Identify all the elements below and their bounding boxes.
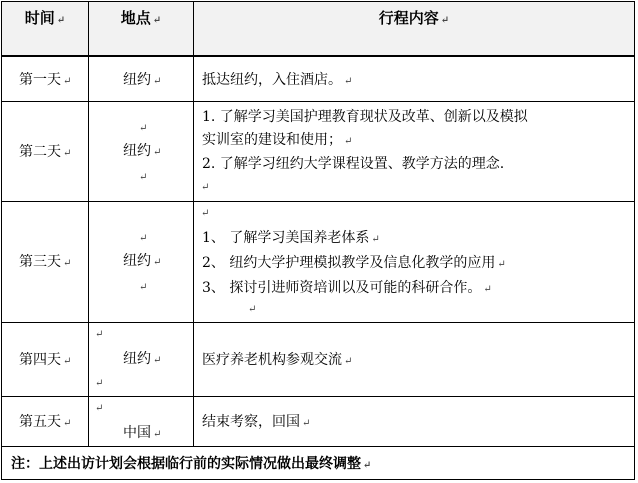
itinerary-item: 3、 探讨引进师资培训以及可能的科研合作。 ↵ — [202, 280, 492, 296]
paragraph-mark: ↵ — [139, 123, 148, 134]
place-cell: 纽约 ↵ — [123, 72, 162, 88]
paragraph-mark: ↵ — [95, 329, 104, 340]
paragraph-mark: ↵ — [95, 378, 104, 389]
itinerary-item: 1. 了解学习美国护理教育现状及改革、创新以及模拟 — [202, 109, 528, 125]
header-time: 时间 ↵ — [24, 9, 66, 27]
day-cell: 第一天 ↵ — [19, 72, 72, 88]
note-rule — [2, 446, 634, 447]
row-rule — [2, 201, 634, 202]
row-rule — [2, 396, 634, 397]
day-cell: 第四天 ↵ — [19, 352, 72, 368]
paragraph-mark: ↵ — [248, 304, 257, 315]
itinerary-item: 抵达纽约，入住酒店。 ↵ — [202, 72, 353, 88]
day-cell: 第二天 ↵ — [19, 144, 72, 160]
paragraph-mark: ↵ — [201, 182, 210, 193]
paragraph-mark: ↵ — [95, 403, 104, 414]
itinerary-item: 实训室的建设和使用； ↵ — [202, 132, 353, 148]
place-cell: 纽约 ↵ — [123, 253, 162, 269]
place-cell: 中国 ↵ — [123, 425, 162, 441]
row-rule — [2, 101, 634, 102]
itinerary-item: 结束考察，回国 ↵ — [202, 414, 311, 430]
day-cell: 第三天 ↵ — [19, 254, 72, 270]
row-rule — [2, 322, 634, 323]
itinerary-item: 2、 纽约大学护理模拟教学及信息化教学的应用 ↵ — [202, 255, 506, 271]
header-place: 地点 ↵ — [120, 9, 162, 27]
itinerary-item: 医疗养老机构参观交流 ↵ — [202, 352, 353, 368]
day-cell: 第五天 ↵ — [19, 414, 72, 430]
itinerary-table — [1, 1, 635, 480]
column-rule — [88, 2, 89, 447]
itinerary-item: 1、 了解学习美国养老体系 ↵ — [202, 230, 380, 246]
paragraph-mark: ↵ — [139, 172, 148, 183]
paragraph-mark: ↵ — [201, 208, 210, 219]
itinerary-item: 2. 了解学习纽约大学课程设置、教学方法的理念. — [202, 156, 505, 172]
column-rule — [193, 2, 194, 447]
note-text: 注：上述出访计划会根据临行前的实际情况做出最终调整 ↵ — [11, 456, 372, 472]
table-header-row — [2, 2, 634, 56]
place-cell: 纽约 ↵ — [123, 143, 162, 159]
header-rule — [2, 55, 634, 57]
paragraph-mark: ↵ — [139, 282, 148, 293]
paragraph-mark: ↵ — [139, 233, 148, 244]
header-itinerary: 行程内容 ↵ — [378, 9, 450, 27]
place-cell: 纽约 ↵ — [123, 351, 162, 367]
